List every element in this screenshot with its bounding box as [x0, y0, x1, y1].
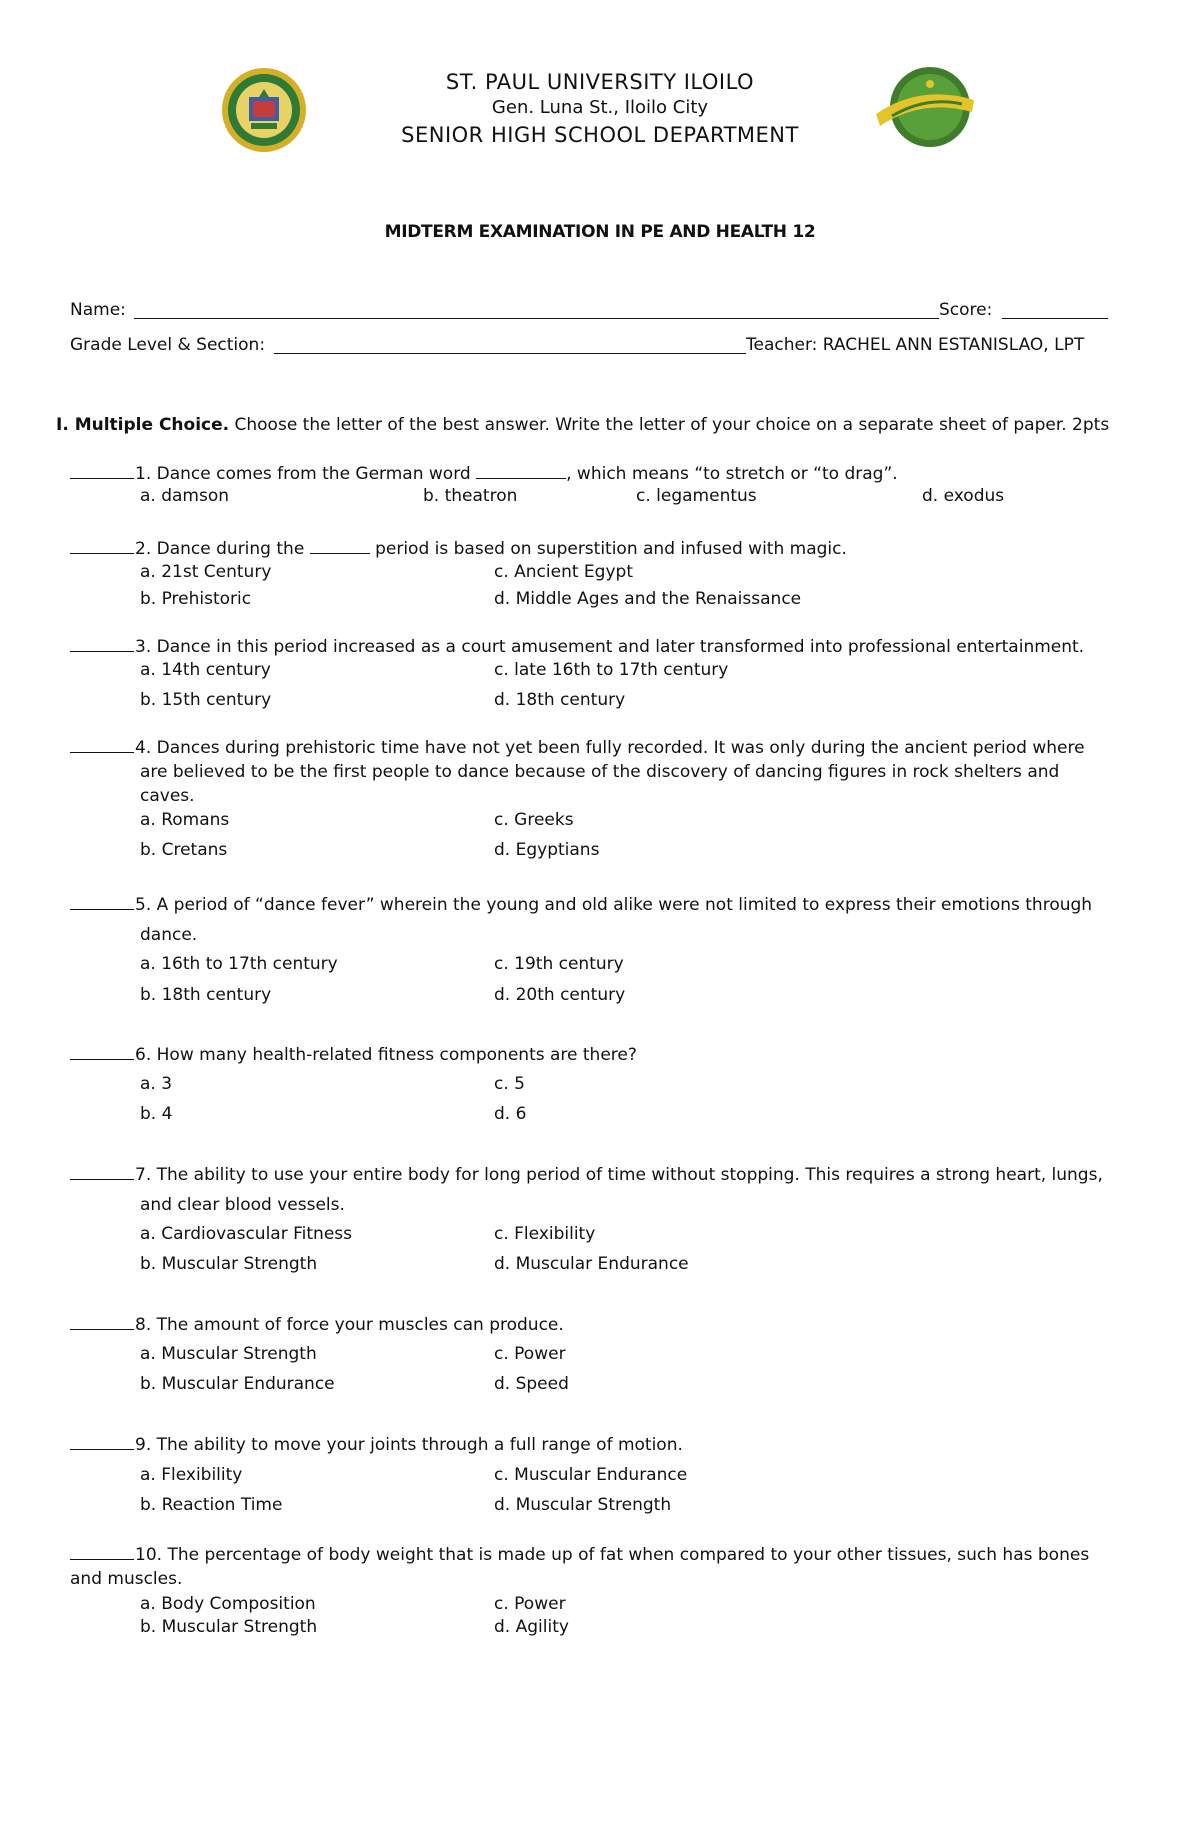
question-text: Dance during the	[156, 539, 310, 559]
choice: c. Power	[494, 1344, 566, 1364]
choice: b. Muscular Strength	[140, 1254, 318, 1274]
question-number: 10.	[135, 1545, 163, 1565]
fill-in-blank	[476, 462, 566, 479]
question-number: 7.	[135, 1165, 152, 1185]
question-text: Dance comes from the German word	[156, 464, 477, 484]
choice: b. Muscular Endurance	[140, 1374, 335, 1394]
choice: a. 14th century	[140, 660, 271, 680]
question-text-cont: and muscles.	[70, 1569, 183, 1589]
choice: b. 15th century	[140, 690, 272, 710]
choice: d. Agility	[494, 1617, 569, 1637]
answer-blank[interactable]	[70, 1043, 134, 1060]
exam-title: MIDTERM EXAMINATION IN PE AND HEALTH 12	[384, 222, 816, 242]
instructions	[56, 415, 1156, 435]
question-number: 1.	[135, 464, 152, 484]
question-text: A period of “dance fever” wherein the young and old alike were not limited to express their emotions through	[156, 895, 1093, 915]
choice: b. theatron	[423, 486, 518, 506]
choice: b. Muscular Strength	[140, 1617, 318, 1637]
question-10	[70, 1543, 1160, 1591]
question-4	[70, 736, 1130, 808]
choice: c. Flexibility	[494, 1224, 596, 1244]
question-text: The ability to use your entire body for long period of time without stopping. This requires a strong heart, lungs,	[156, 1165, 1103, 1185]
instructions-text: Choose the letter of the best answer. Write the letter of your choice on a separate sheet of paper. 2pts	[229, 415, 1110, 435]
question-text-cont: and clear blood vessels.	[140, 1195, 345, 1215]
university-name: ST. PAUL UNIVERSITY ILOILO	[445, 70, 755, 94]
answer-blank[interactable]	[70, 736, 134, 753]
fill-in-blank	[310, 537, 370, 554]
name-field[interactable]	[134, 318, 939, 319]
choice: d. Muscular Strength	[494, 1495, 672, 1515]
score-field[interactable]	[1002, 318, 1108, 319]
answer-blank[interactable]	[70, 1313, 134, 1330]
question-9	[70, 1433, 1150, 1457]
question-text-cont: are believed to be the first people to dance because of the discovery of dancing figures in rock shelters and caves.	[140, 762, 1060, 806]
choice: a. 16th to 17th century	[140, 954, 338, 974]
choice: b. 18th century	[140, 985, 272, 1005]
question-8	[70, 1313, 1150, 1337]
choice: a. Muscular Strength	[140, 1344, 317, 1364]
choice: c. Ancient Egypt	[494, 562, 633, 582]
choice: a. Body Composition	[140, 1594, 316, 1614]
choice: d. Speed	[494, 1374, 569, 1394]
answer-blank[interactable]	[70, 893, 134, 910]
question-text: How many health-related fitness components are there?	[156, 1045, 637, 1065]
question-text: Dances during prehistoric time have not yet been fully recorded. It was only during the ancient period where	[156, 738, 1085, 758]
question-6	[70, 1043, 1150, 1067]
choice: d. 6	[494, 1104, 527, 1124]
choice: c. Power	[494, 1594, 566, 1614]
question-text: The amount of force your muscles can produce.	[156, 1315, 564, 1335]
choice: b. 4	[140, 1104, 173, 1124]
question-2	[70, 537, 1150, 561]
question-number: 2.	[135, 539, 152, 559]
choice: d. 18th century	[494, 690, 626, 710]
instructions-heading: I. Multiple Choice.	[56, 415, 230, 435]
choice: b. Cretans	[140, 840, 228, 860]
question-text-cont: dance.	[140, 925, 198, 945]
score-label: Score:	[939, 300, 993, 320]
answer-blank[interactable]	[70, 537, 134, 554]
teacher-label: Teacher: RACHEL ANN ESTANISLAO, LPT	[746, 335, 1085, 355]
choice: c. late 16th to 17th century	[494, 660, 729, 680]
choice: a. 21st Century	[140, 562, 272, 582]
question-number: 9.	[135, 1435, 152, 1455]
name-label: Name:	[70, 300, 126, 320]
department-name: SENIOR HIGH SCHOOL DEPARTMENT	[401, 123, 799, 147]
answer-blank[interactable]	[70, 635, 134, 652]
university-seal-icon	[221, 67, 307, 153]
choice: d. Middle Ages and the Renaissance	[494, 589, 802, 609]
choice: a. Flexibility	[140, 1465, 243, 1485]
choice: b. Reaction Time	[140, 1495, 283, 1515]
question-1	[70, 462, 1150, 486]
question-text-cont: , which means “to stretch or “to drag”.	[566, 464, 898, 484]
question-number: 3.	[135, 637, 152, 657]
choice: c. Greeks	[494, 810, 574, 830]
question-text: The percentage of body weight that is made up of fat when compared to your other tissues, such has bones	[167, 1545, 1090, 1565]
choice: c. legamentus	[636, 486, 757, 506]
question-text: Dance in this period increased as a court amusement and later transformed into professional entertainment.	[156, 637, 1085, 657]
choice: d. exodus	[922, 486, 1005, 506]
grade-section-field[interactable]	[274, 353, 746, 354]
choice: c. 19th century	[494, 954, 624, 974]
question-text: The ability to move your joints through a full range of motion.	[156, 1435, 683, 1455]
choice: a. 3	[140, 1074, 173, 1094]
choice: c. 5	[494, 1074, 525, 1094]
question-number: 8.	[135, 1315, 152, 1335]
choice: b. Prehistoric	[140, 589, 252, 609]
question-5	[70, 893, 1150, 947]
answer-blank[interactable]	[70, 1433, 134, 1450]
choice: a. Cardiovascular Fitness	[140, 1224, 352, 1244]
choice: a. Romans	[140, 810, 230, 830]
choice: d. 20th century	[494, 985, 626, 1005]
answer-blank[interactable]	[70, 1543, 134, 1560]
choice: d. Muscular Endurance	[494, 1254, 689, 1274]
question-7	[70, 1163, 1170, 1217]
choice: c. Muscular Endurance	[494, 1465, 688, 1485]
question-text-cont: period is based on superstition and infused with magic.	[369, 539, 847, 559]
senior-high-logo-icon	[870, 64, 978, 150]
question-3	[70, 635, 1150, 659]
choice: a. damson	[140, 486, 230, 506]
choice: d. Egyptians	[494, 840, 600, 860]
question-number: 6.	[135, 1045, 152, 1065]
question-number: 4.	[135, 738, 152, 758]
answer-blank[interactable]	[70, 462, 134, 479]
grade-section-label: Grade Level & Section:	[70, 335, 266, 355]
question-number: 5.	[135, 895, 152, 915]
answer-blank[interactable]	[70, 1163, 134, 1180]
university-address: Gen. Luna St., Iloilo City	[491, 97, 709, 118]
